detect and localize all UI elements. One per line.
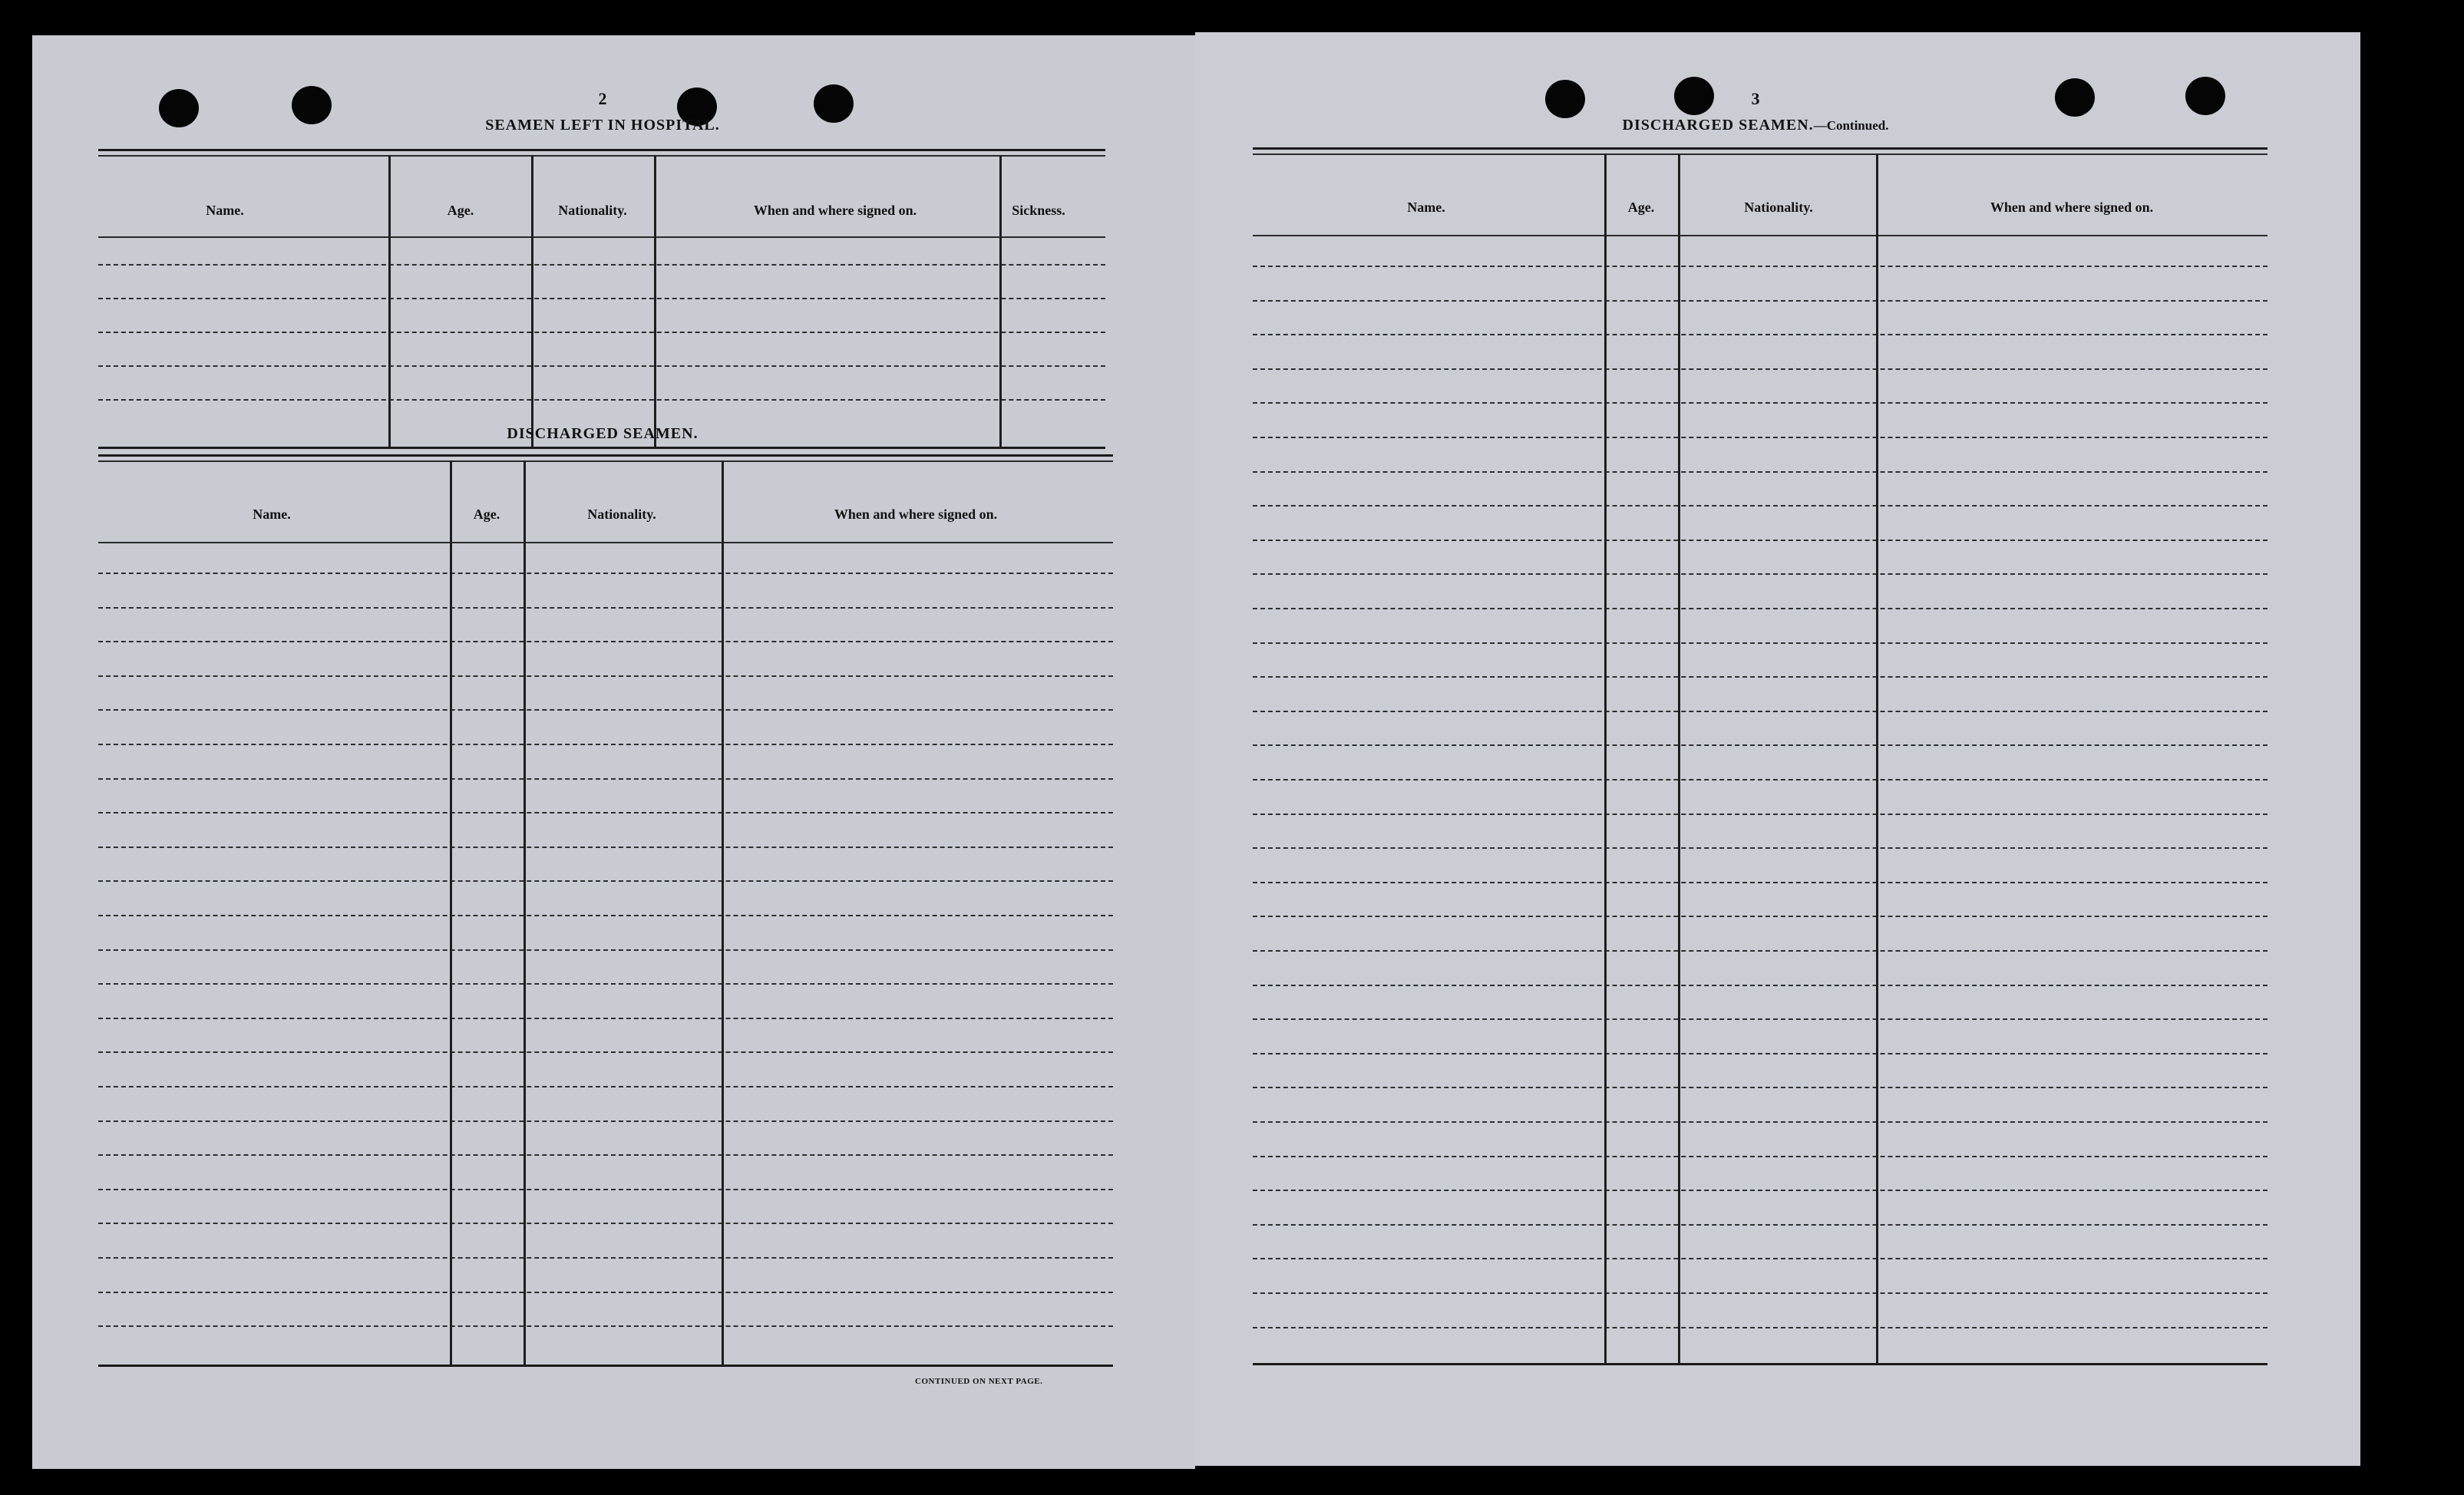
entry-line — [1253, 1190, 2267, 1191]
entry-line — [1253, 1292, 2267, 1294]
discharged-continued-title-suffix: —Continued. — [1813, 118, 1889, 133]
entry-line — [98, 1051, 1113, 1053]
entry-line — [1253, 334, 2267, 335]
entry-line — [98, 1189, 1113, 1190]
entry-line — [1253, 814, 2267, 815]
entry-line — [1253, 300, 2267, 302]
entry-line — [98, 1223, 1113, 1224]
column-header-name: Name. — [206, 203, 244, 218]
top-rule — [1253, 153, 2267, 155]
entry-line — [1253, 985, 2267, 986]
entry-line — [1253, 1121, 2267, 1123]
column-header-name: Name. — [1407, 200, 1445, 215]
discharged-continued-table — [1253, 147, 2267, 1368]
column-header-nationality: Nationality. — [587, 507, 656, 522]
entry-line — [98, 1018, 1113, 1019]
entry-line — [1253, 676, 2267, 678]
entry-line — [1253, 1224, 2267, 1226]
entry-line — [98, 641, 1113, 642]
page-number: 3 — [1751, 89, 1760, 108]
top-rule — [98, 149, 1105, 151]
punch-hole — [2055, 78, 2095, 117]
top-rule — [98, 155, 1105, 157]
entry-line — [98, 365, 1105, 367]
entry-line — [98, 847, 1113, 848]
entry-line — [98, 573, 1113, 574]
column-header-age: Age. — [1627, 200, 1655, 215]
punch-hole — [1545, 80, 1585, 118]
entry-line — [98, 1292, 1113, 1293]
column-divider — [388, 155, 391, 447]
entry-line — [1253, 642, 2267, 644]
punch-hole — [814, 84, 854, 123]
column-header-signed-on: When and where signed on. — [1990, 200, 2154, 215]
punch-hole — [2185, 77, 2225, 115]
punch-hole — [1674, 77, 1714, 115]
entry-line — [1253, 471, 2267, 473]
entry-line — [98, 983, 1113, 985]
entry-line — [98, 1086, 1113, 1087]
bottom-rule — [98, 1365, 1113, 1367]
entry-line — [98, 778, 1113, 780]
entry-line — [1253, 847, 2267, 849]
column-header-nationality: Nationality. — [558, 203, 627, 218]
entry-line — [1253, 916, 2267, 917]
entry-line — [1253, 1087, 2267, 1088]
entry-line — [98, 812, 1113, 814]
entry-line — [1253, 402, 2267, 404]
discharged-continued-title-main: DISCHARGED SEAMEN. — [1622, 117, 1814, 134]
punch-hole — [159, 89, 199, 127]
discharged-table — [98, 454, 1113, 1369]
entry-line — [1253, 505, 2267, 507]
discharged-section-title: DISCHARGED SEAMEN. — [507, 425, 699, 442]
entry-line — [98, 264, 1105, 266]
entry-line — [98, 675, 1113, 677]
entry-line — [98, 915, 1113, 916]
header-rule — [98, 236, 1105, 238]
entry-line — [98, 744, 1113, 745]
entry-line — [1253, 573, 2267, 575]
column-divider — [524, 460, 526, 1365]
entry-line — [1253, 437, 2267, 438]
right-page — [1195, 32, 2360, 1466]
column-divider — [999, 155, 1002, 447]
continued-note: CONTINUED ON NEXT PAGE. — [915, 1377, 1043, 1386]
entry-line — [98, 1325, 1113, 1327]
column-header-age: Age. — [473, 507, 500, 522]
column-header-signed-on: When and where signed on. — [834, 507, 998, 522]
entry-line — [98, 709, 1113, 711]
entry-line — [1253, 540, 2267, 541]
column-divider — [654, 155, 656, 447]
entry-line — [1253, 1018, 2267, 1020]
entry-line — [98, 1120, 1113, 1122]
entry-line — [1253, 608, 2267, 609]
punch-hole — [292, 86, 332, 124]
entry-line — [1253, 1053, 2267, 1054]
column-divider — [531, 155, 533, 447]
entry-line — [98, 399, 1105, 401]
top-rule — [98, 454, 1113, 457]
entry-line — [1253, 744, 2267, 746]
header-rule — [98, 542, 1113, 543]
entry-line — [1253, 1156, 2267, 1157]
entry-line — [1253, 368, 2267, 370]
entry-line — [1253, 266, 2267, 267]
entry-line — [1253, 711, 2267, 712]
hospital-section-title: SEAMEN LEFT IN HOSPITAL. — [485, 117, 720, 134]
column-header-name: Name. — [253, 507, 291, 522]
entry-line — [1253, 1258, 2267, 1259]
column-divider — [450, 460, 452, 1365]
entry-line — [98, 332, 1105, 333]
entry-line — [98, 1154, 1113, 1156]
column-header-nationality: Nationality. — [1744, 200, 1813, 215]
entry-line — [98, 880, 1113, 882]
column-header-age: Age. — [447, 203, 474, 218]
hospital-table — [98, 149, 1105, 452]
top-rule — [98, 460, 1113, 462]
entry-line — [98, 949, 1113, 951]
column-header-sickness: Sickness. — [1012, 203, 1065, 218]
column-divider — [1604, 153, 1607, 1363]
bottom-rule — [1253, 1363, 2267, 1365]
left-page — [32, 35, 1195, 1469]
page-number: 2 — [598, 89, 607, 108]
column-header-signed-on: When and where signed on. — [753, 203, 917, 218]
top-rule — [1253, 147, 2267, 150]
bottom-rule — [98, 447, 1105, 449]
discharged-continued-title — [1623, 117, 1889, 134]
entry-line — [1253, 779, 2267, 781]
column-divider — [722, 460, 724, 1365]
entry-line — [98, 1257, 1113, 1259]
entry-line — [1253, 950, 2267, 952]
header-rule — [1253, 235, 2267, 236]
column-divider — [1876, 153, 1878, 1363]
entry-line — [1253, 882, 2267, 883]
entry-line — [98, 607, 1113, 609]
column-divider — [1678, 153, 1680, 1363]
entry-line — [98, 298, 1105, 299]
entry-line — [1253, 1327, 2267, 1328]
